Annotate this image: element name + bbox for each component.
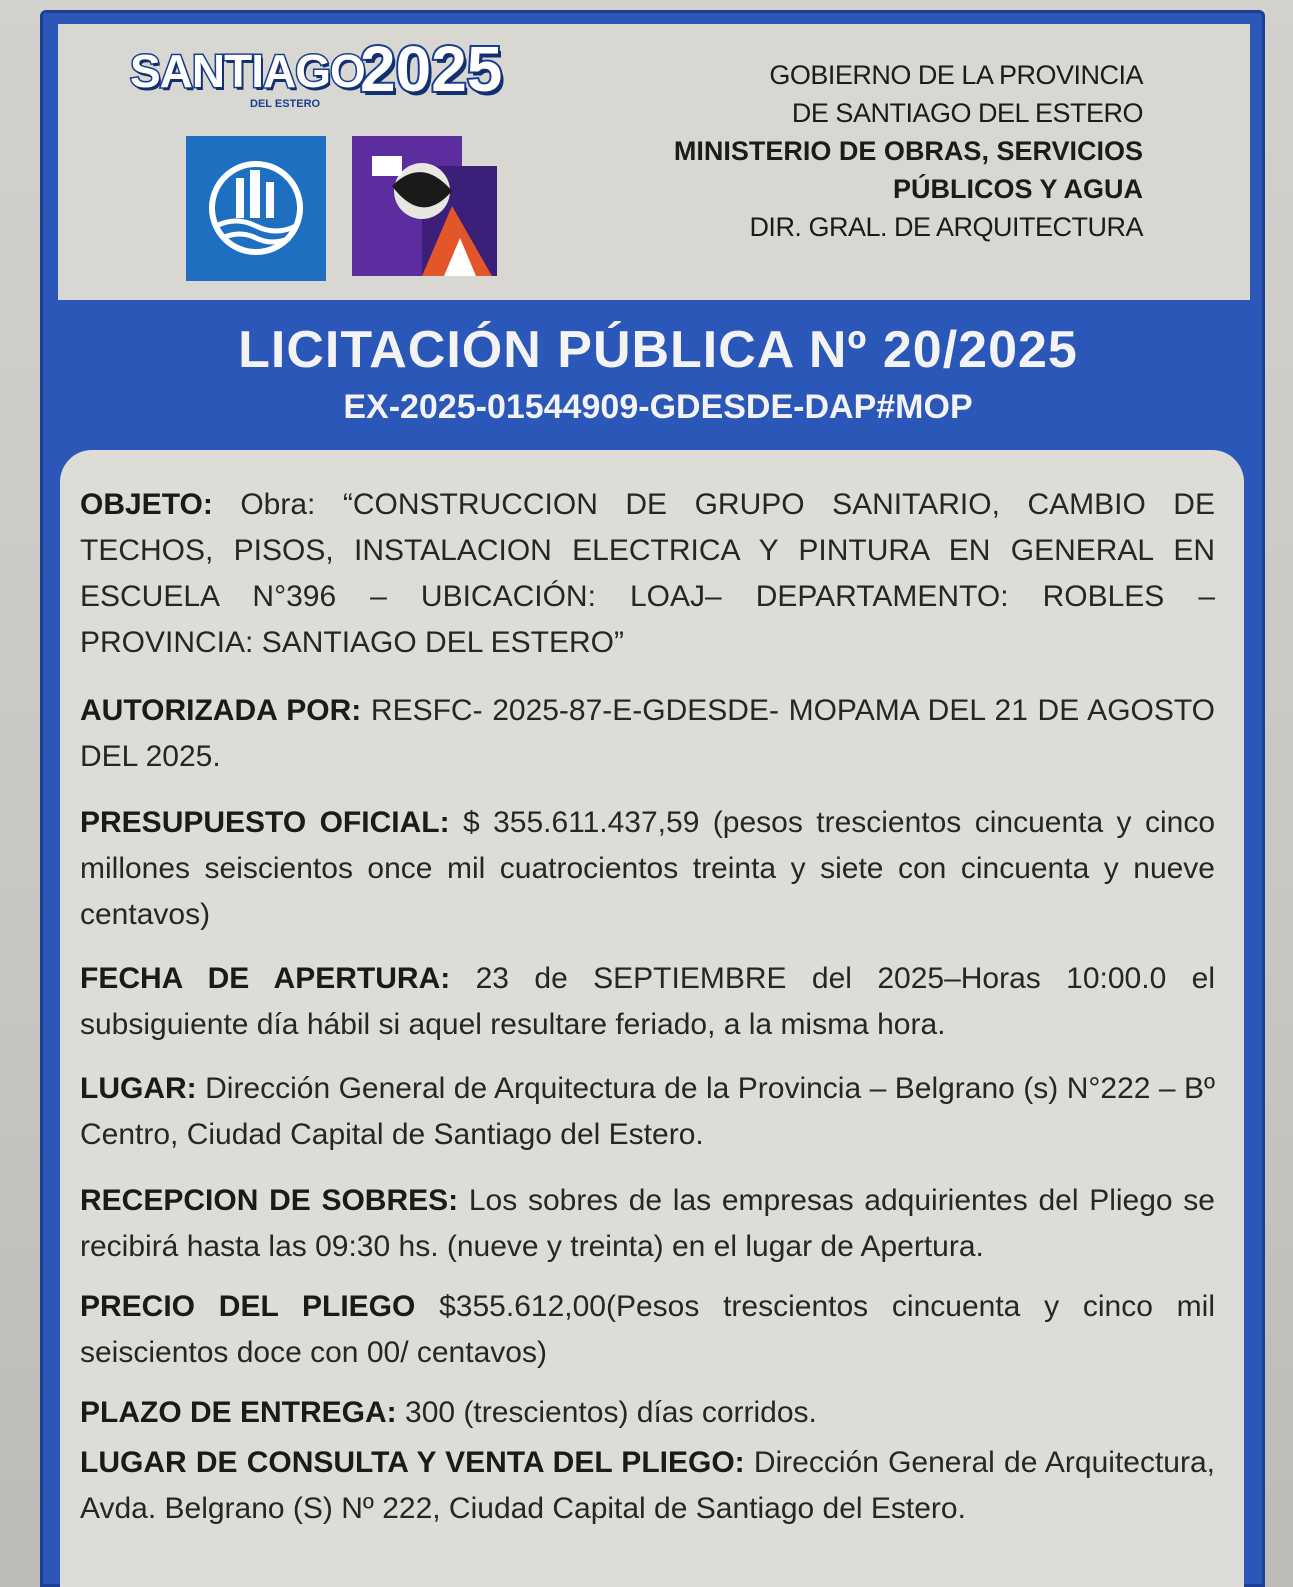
gov-line-1: GOBIERNO DE LA PROVINCIA	[769, 60, 1143, 90]
section-text: $ 355.611.437,59 (pesos trescientos cincuenta y cinco millones seiscientos once mil cuatrocientos treinta y siete con cincuenta y nueve centavos)	[80, 806, 1215, 931]
section-text: 23 de SEPTIEMBRE del 2025–Horas 10:00.0 el subsiguiente día hábil si aquel resultare feriado, a la misma hora.	[80, 962, 1216, 1041]
section-text: Obra: “CONSTRUCCION DE GRUPO SANITARIO, CAMBIO DE TECHOS, PISOS, INSTALACION ELECTRICA Y PINTURA EN GENERAL EN ESCUELA N°396 – UBICACIÓN: LOAJ– DEPARTAMENTO: ROBLES – PROVINCIA: SANTIAGO DEL ESTERO”	[80, 488, 1215, 659]
section-text: 300 (trescientos) días corridos.	[396, 1396, 817, 1429]
santiago-2025-logo	[130, 32, 550, 122]
expediente-number: EX-2025-01544909-GDESDE-DAP#MOP	[343, 388, 973, 426]
direction-line: DIR. GRAL. DE ARQUITECTURA	[749, 212, 1143, 242]
section-label: LUGAR:	[80, 1072, 197, 1105]
section-label: LUGAR DE CONSULTA Y VENTA DEL PLIEGO:	[80, 1446, 745, 1479]
section-label: PRESUPUESTO OFICIAL:	[80, 806, 450, 839]
ministry-line-1: MINISTERIO DE OBRAS, SERVICIOS	[673, 136, 1143, 166]
government-block	[583, 56, 1143, 246]
section-autorizada	[80, 688, 1215, 780]
section-text: $355.612,00(Pesos trescientos cincuenta y cinco mil seiscientos doce con 00/ centavos)	[80, 1290, 1215, 1369]
section-label: AUTORIZADA POR:	[80, 694, 362, 727]
architecture-direction-logo-icon	[352, 136, 497, 276]
section-lugar	[80, 1066, 1215, 1158]
section-plazo-entrega	[80, 1390, 1215, 1436]
section-recepcion-sobres	[80, 1178, 1215, 1270]
tender-title: LICITACIÓN PÚBLICA Nº 20/2025	[238, 321, 1078, 379]
gov-line-2: DE SANTIAGO DEL ESTERO	[791, 98, 1143, 128]
section-precio-pliego	[80, 1284, 1215, 1376]
section-text: Dirección General de Arquitectura, Avda. Belgrano (S) Nº 222, Ciudad Capital de Santiago del Estero.	[80, 1446, 1215, 1525]
logo-year: 2025	[360, 33, 503, 105]
logo-subtext: DEL ESTERO	[250, 98, 321, 110]
section-text: RESFC- 2025-87-E-GDESDE- MOPAMA DEL 21 DE AGOSTO DEL 2025.	[80, 694, 1215, 773]
section-label: PRECIO DEL PLIEGO	[80, 1290, 416, 1323]
ministry-line-2: PÚBLICOS Y AGUA	[892, 174, 1143, 204]
section-label: RECEPCION DE SOBRES:	[80, 1184, 459, 1217]
section-label: OBJETO:	[80, 488, 213, 521]
section-presupuesto	[80, 800, 1215, 938]
section-label: FECHA DE APERTURA:	[80, 962, 451, 995]
water-ministry-icon	[186, 136, 326, 281]
section-text: Los sobres de las empresas adquirientes del Pliego se recibirá hasta las 09:30 hs. (nueve y treinta) en el lugar de Apertura.	[80, 1184, 1215, 1263]
section-objeto	[80, 482, 1215, 666]
section-lugar-consulta	[80, 1440, 1215, 1532]
section-fecha-apertura	[80, 956, 1215, 1048]
section-label: PLAZO DE ENTREGA:	[80, 1396, 397, 1429]
logo-word: SANTIAGO	[130, 45, 365, 97]
section-text: Dirección General de Arquitectura de la Provincia – Belgrano (s) N°222 – Bº Centro, Ciudad Capital de Santiago del Estero.	[80, 1072, 1215, 1151]
